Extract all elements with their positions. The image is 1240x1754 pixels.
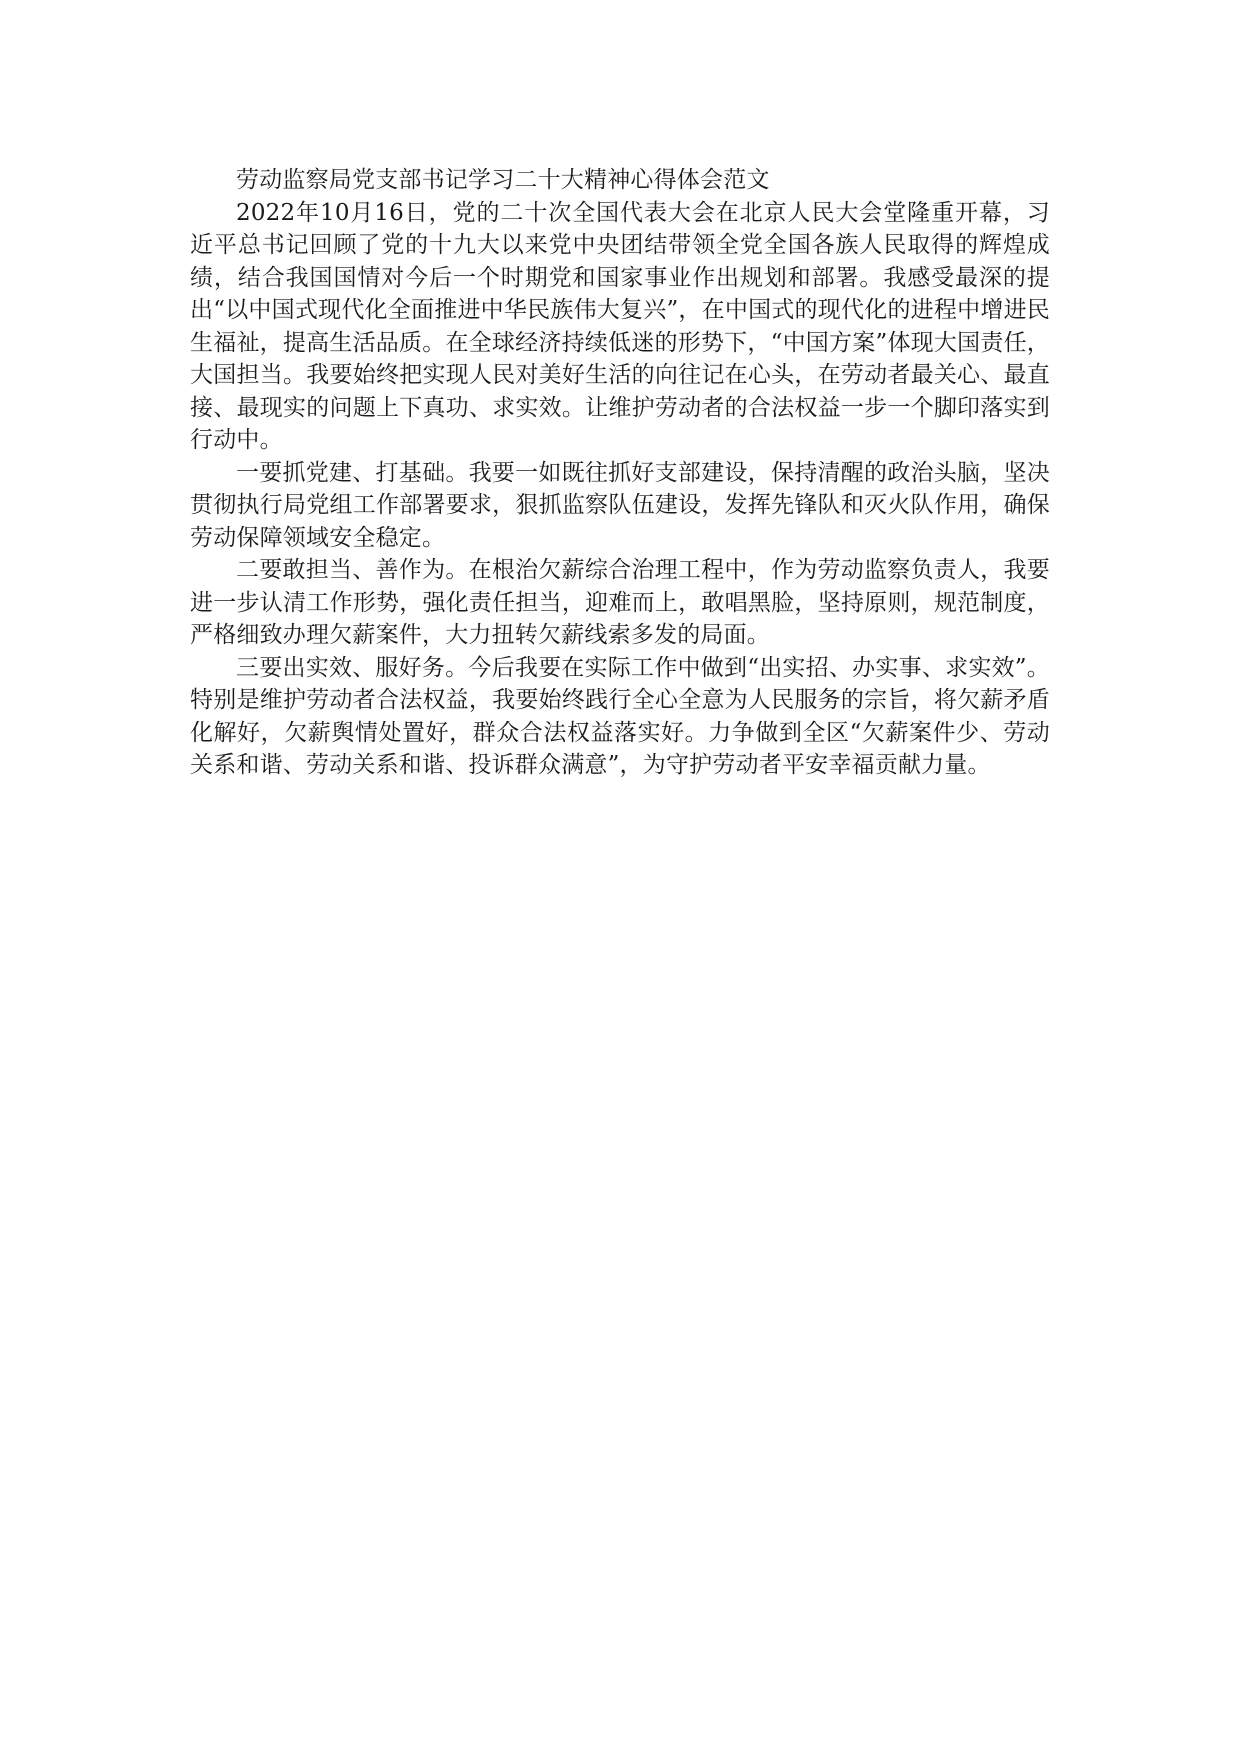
paragraph-point-3: 三要出实效、服好务。今后我要在实际工作中做到“出实招、办实事、求实效”。特别是维护劳动者合法权益，我要始终践行全心全意为人民服务的宗旨，将欠薪矛盾化解好，欠薪舆情处置好，群众合法权益落实好。力争做到全区“欠薪案件少、劳动关系和谐、劳动关系和谐、投诉群众满意”，为守护劳动者平安幸福贡献力量。 — [190, 654, 1050, 778]
document-body — [190, 164, 1050, 782]
paragraph-point-2: 二要敢担当、善作为。在根治欠薪综合治理工程中，作为劳动监察负责人，我要进一步认清工作形势，强化责任担当，迎难而上，敢唱黑脸，坚持原则，规范制度，严格细致办理欠薪案件，大力扭转欠薪线索多发的局面。 — [190, 557, 1050, 648]
document-title: 劳动监察局党支部书记学习二十大精神心得体会范文 — [236, 167, 770, 193]
paragraph-intro: 2022年10月16日，党的二十次全国代表大会在北京人民大会堂隆重开幕，习近平总书记回顾了党的十九大以来党中央团结带领全党全国各族人民取得的辉煌成绩，结合我国国情对今后一个时期党和国家事业作出规划和部署。我感受最深的提出“以中国式现代化全面推进中华民族伟大复兴”，在中国式的现代化的进程中增进民生福祉，提高生活品质。在全球经济持续低迷的形势下，“中国方案”体现大国责任，大国担当。我要始终把实现人民对美好生活的向往记在心头，在劳动者最关心、最直接、最现实的问题上下真功、求实效。让维护劳动者的合法权益一步一个脚印落实到行动中。 — [190, 199, 1050, 453]
paragraph-point-1: 一要抓党建、打基础。我要一如既往抓好支部建设，保持清醒的政治头脑，坚决贯彻执行局党组工作部署要求，狠抓监察队伍建设，发挥先锋队和灭火队作用，确保劳动保障领域安全稳定。 — [190, 459, 1050, 551]
